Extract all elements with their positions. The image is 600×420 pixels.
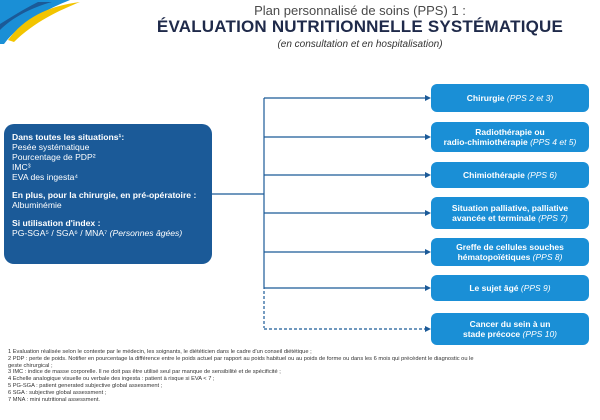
situation-label: radio-chimiothérapie (PPS 4 et 5) (443, 137, 577, 147)
situation-label: Radiothérapie ou (475, 127, 545, 137)
situation-label: Chirurgie (PPS 2 et 3) (466, 93, 554, 103)
surgery-heading: En plus, pour la chirurgie, en pré-opératoire : (12, 190, 197, 200)
index-text: PG-SGA⁵ / SGA⁶ / MNA⁷ (12, 228, 108, 238)
assessment-item: Pourcentage de PDP² (12, 152, 96, 162)
assessment-item: EVA des ingesta⁴ (12, 172, 79, 182)
pps-reference: (PPS 10) (520, 329, 558, 339)
situation-label: Situation palliative, palliative (451, 203, 569, 213)
page-supertitle: Plan personnalisé de soins (PPS) 1 : (254, 3, 466, 18)
footnotes (8, 349, 596, 403)
footnote: 1 Évaluation réalisée selon le contexte par le médecin, les soignants, le diététicien dans le cadre d'un conseil diététique ; (8, 349, 312, 355)
footnote: geste chirurgical ; (8, 362, 53, 369)
situation-box (431, 162, 589, 188)
pps-reference: (PPS 4 et 5) (527, 137, 577, 147)
footnote: 6 SGA : subjective global assessment ; (8, 389, 107, 396)
pps-reference: (PPS 9) (518, 283, 551, 293)
footnote: 4 Échelle analogique visuelle ou verbale des ingesta : patient à risque si EVA < 7 ; (8, 376, 215, 383)
situation-label: Greffe de cellules souches (456, 242, 564, 252)
assessment-box (4, 124, 212, 264)
situation-label: Cancer du sein à un (469, 319, 551, 329)
page-title: ÉVALUATION NUTRITIONNELLE SYSTÉMATIQUE (156, 17, 564, 36)
index-line (12, 228, 204, 238)
assessment-item: Albuminémie (12, 200, 62, 210)
pps-reference: (PPS 2 et 3) (504, 93, 554, 103)
situation-label: Chimiothérapie (PPS 6) (463, 170, 557, 180)
pps-reference: (PPS 8) (530, 252, 563, 262)
pps-reference: (PPS 6) (524, 170, 557, 180)
situation-heading: Dans toutes les situations¹: (12, 132, 125, 142)
assessment-item: Pesée systématique (12, 142, 90, 152)
index-note: (Personnes âgées) (109, 228, 183, 238)
footnote: 5 PG-SGA : patient generated subjective global assessment ; (8, 382, 163, 389)
page-subtitle: (en consultation et en hospitalisation) (277, 39, 443, 50)
situation-box (431, 84, 589, 112)
situation-box (431, 238, 589, 266)
footnote: 7 MNA : mini nutritional assessment. (8, 396, 100, 403)
situation-label: avancée et terminale (PPS 7) (452, 213, 568, 223)
swoosh-logo-icon (0, 0, 110, 44)
situation-label: hématopoïétiques (PPS 8) (457, 252, 563, 262)
pps-reference: (PPS 7) (535, 213, 568, 223)
situation-box (431, 197, 589, 229)
situation-label: Le sujet âgé (PPS 9) (469, 283, 551, 293)
assessment-item: IMC³ (12, 162, 31, 172)
footnote: 3 IMC : indice de masse corporelle. Il ne doit pas être utilisé seul par manque de sensibilité et de spécificité ; (8, 369, 281, 376)
footnote: 2 PDP : perte de poids. Notifier en pourcentage la différence entre le poids actuel par rapport au poids habituel ou au poids de forme ou dans les 6 mois qui précèdent le diagnostic ou le (8, 355, 474, 362)
situation-label: stade précoce (PPS 10) (462, 329, 558, 339)
situation-box (431, 275, 589, 301)
index-heading: Si utilisation d'index : (12, 218, 101, 228)
situation-box (431, 122, 589, 152)
situation-box (431, 313, 589, 345)
